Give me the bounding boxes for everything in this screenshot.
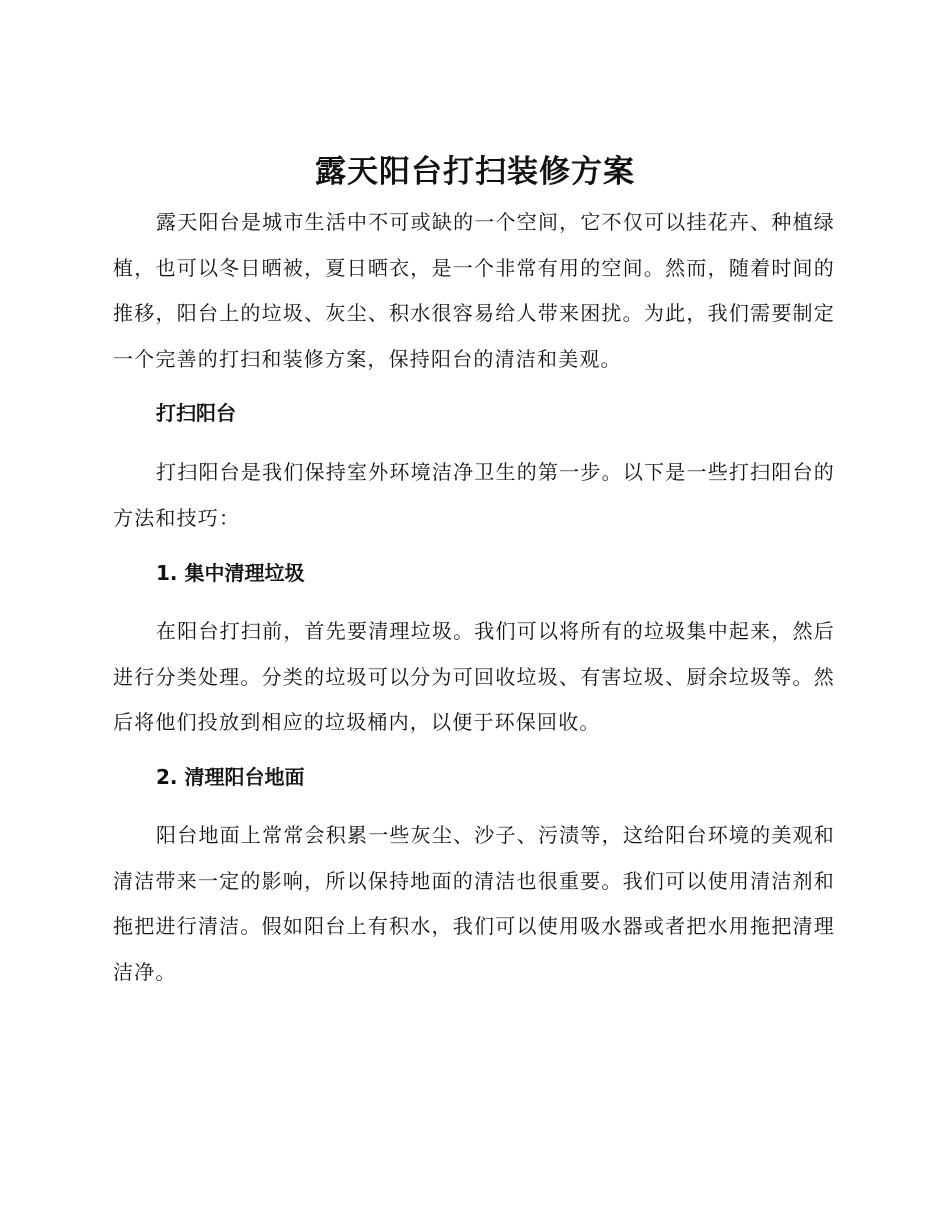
page-title: 露天阳台打扫装修方案: [315, 154, 635, 190]
section-paragraph-collect-garbage: 在阳台打扫前，首先要清理垃圾。我们可以将所有的垃圾集中起来，然后进行分类处理。分类的垃圾可以分为可回收垃圾、有害垃圾、厨余垃圾等。然后将他们投放到相应的垃圾桶内，以便于环保回收。: [113, 619, 835, 734]
section-paragraph-clean-floor: 阳台地面上常常会积累一些灰尘、沙子、污渍等，这给阳台环境的美观和清洁带来一定的影响，所以保持地面的清洁也很重要。我们可以使用清洁剂和拖把进行清洁。假如阳台上有积水，我们可以使用吸水器或者把水用拖把清理洁净。: [113, 823, 835, 984]
section-heading-sweep-balcony: 打扫阳台: [156, 401, 236, 425]
section-heading-collect-garbage: 1. 集中清理垃圾: [156, 561, 305, 585]
section-heading-clean-floor: 2. 清理阳台地面: [156, 765, 305, 789]
section-paragraph-sweep-balcony: 打扫阳台是我们保持室外环境洁净卫生的第一步。以下是一些打扫阳台的方法和技巧：: [113, 460, 835, 530]
intro-paragraph: 露天阳台是城市生活中不可或缺的一个空间，它不仅可以挂花卉、种植绿植，也可以冬日晒被，夏日晒衣，是一个非常有用的空间。然而，随着时间的推移，阳台上的垃圾、灰尘、积水很容易给人带来困扰。为此，我们需要制定一个完善的打扫和装修方案，保持阳台的清洁和美观。: [113, 210, 835, 371]
